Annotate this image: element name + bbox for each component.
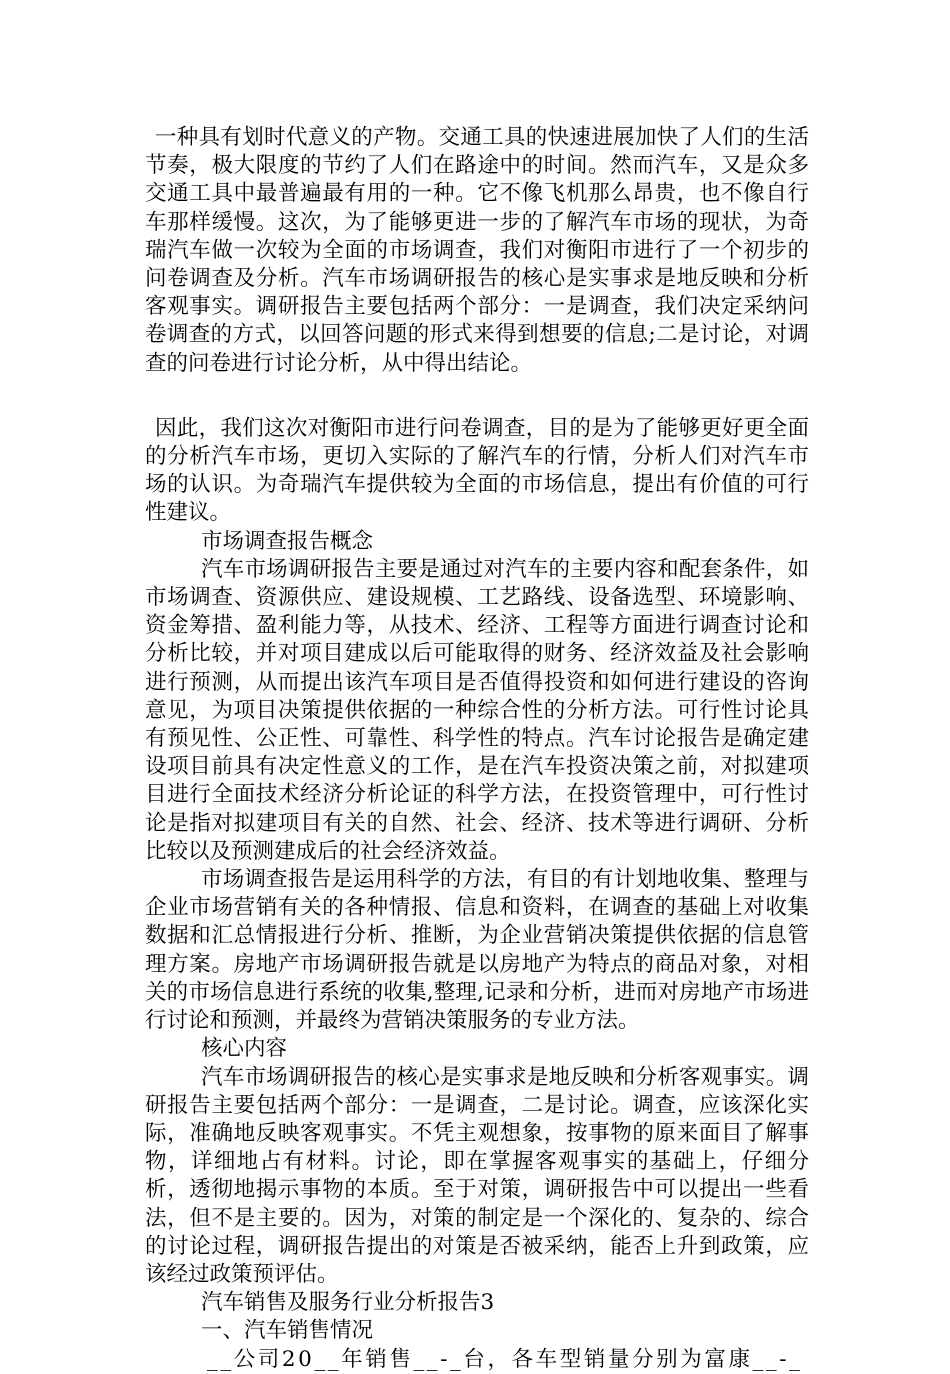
report-title: 汽车销售及服务行业分析报告3	[201, 1290, 495, 1316]
section-heading-concept: 市场调查报告概念	[201, 528, 374, 554]
document-page	[145, 124, 809, 1374]
section-heading-core: 核心内容	[201, 1036, 288, 1062]
paragraph-purpose: 因此，我们这次对衡阳市进行问卷调查，目的是为了能够更好更全面的分析汽车市场，更切入实际的了解汽车的行情，分析人们对汽车市场的认识。为奇瑞汽车提供较为全面的市场信息，提出有价值的可行性建议。	[145, 415, 809, 526]
paragraph-concept: 汽车市场调研报告主要是通过对汽车的主要内容和配套条件，如市场调查、资源供应、建设规模、工艺路线、设备选型、环境影响、资金筹措、盈利能力等，从技术、经济、工程等方面进行调查讨论和分析比较，并对项目建成以后可能取得的财务、经济效益及社会影响进行预测，从而提出该汽车项目是否值得投资和如何进行建设的咨询意见，为项目决策提供依据的一种综合性的分析方法。可行性讨论具有预见性、公正性、可靠性、科学性的特点。汽车讨论报告是确定建设项目前具有决定性意义的工作，是在汽车投资决策之前，对拟建项目进行全面技术经济分析论证的科学方法，在投资管理中，可行性讨论是指对拟建项目有关的自然、社会、经济、技术等进行调研、分析比较以及预测建成后的社会经济效益。	[145, 556, 809, 864]
paragraph-gap	[145, 378, 809, 415]
paragraph-market-research: 市场调查报告是运用科学的方法，有目的有计划地收集、整理与企业市场营销有关的各种情报、信息和资料，在调查的基础上对收集数据和汇总情报进行分析、推断，为企业营销决策提供依据的信息管理方案。房地产市场调研报告就是以房地产为特点的商品对象，对相关的市场信息进行系统的收集,整理,记录和分析，进而对房地产市场进行讨论和预测，并最终为营销决策服务的专业方法。	[145, 867, 809, 1034]
section-heading-sales: 一、汽车销售情况	[201, 1318, 374, 1344]
paragraph-core: 汽车市场调研报告的核心是实事求是地反映和分析客观事实。调研报告主要包括两个部分：一是调查，二是讨论。调查，应该深化实际，准确地反映客观事实。不凭主观想象，按事物的原来面目了解事物，详细地占有材料。讨论，即在掌握客观事实的基础上，仔细分析，透彻地揭示事物的本质。至于对策，调研报告中可以提出一些看法，但不是主要的。因为，对策的制定是一个深化的、复杂的、综合的讨论过程，调研报告提出的对策是否被采纳，能否上升到政策，应该经过政策预评估。	[145, 1064, 809, 1287]
paragraph-intro: 一种具有划时代意义的产物。交通工具的快速进展加快了人们的生活节奏，极大限度的节约了人们在路途中的时间。然而汽车，又是众多交通工具中最普遍最有用的一种。它不像飞机那么昂贵，也不像自行车那样缓慢。这次，为了能够更进一步的了解汽车市场的现状，为奇瑞汽车做一次较为全面的市场调查，我们对衡阳市进行了一个初步的问卷调查及分析。汽车市场调研报告的核心是实事求是地反映和分析客观事实。调研报告主要包括两个部分：一是调查，我们决定采纳问卷调查的方式，以回答问题的形式来得到想要的信息;二是讨论，对调查的问卷进行讨论分析，从中得出结论。	[145, 125, 809, 376]
paragraph-sales-fill: __公司20__年销售__-_台，各车型销量分别为富康__-_	[207, 1346, 803, 1372]
